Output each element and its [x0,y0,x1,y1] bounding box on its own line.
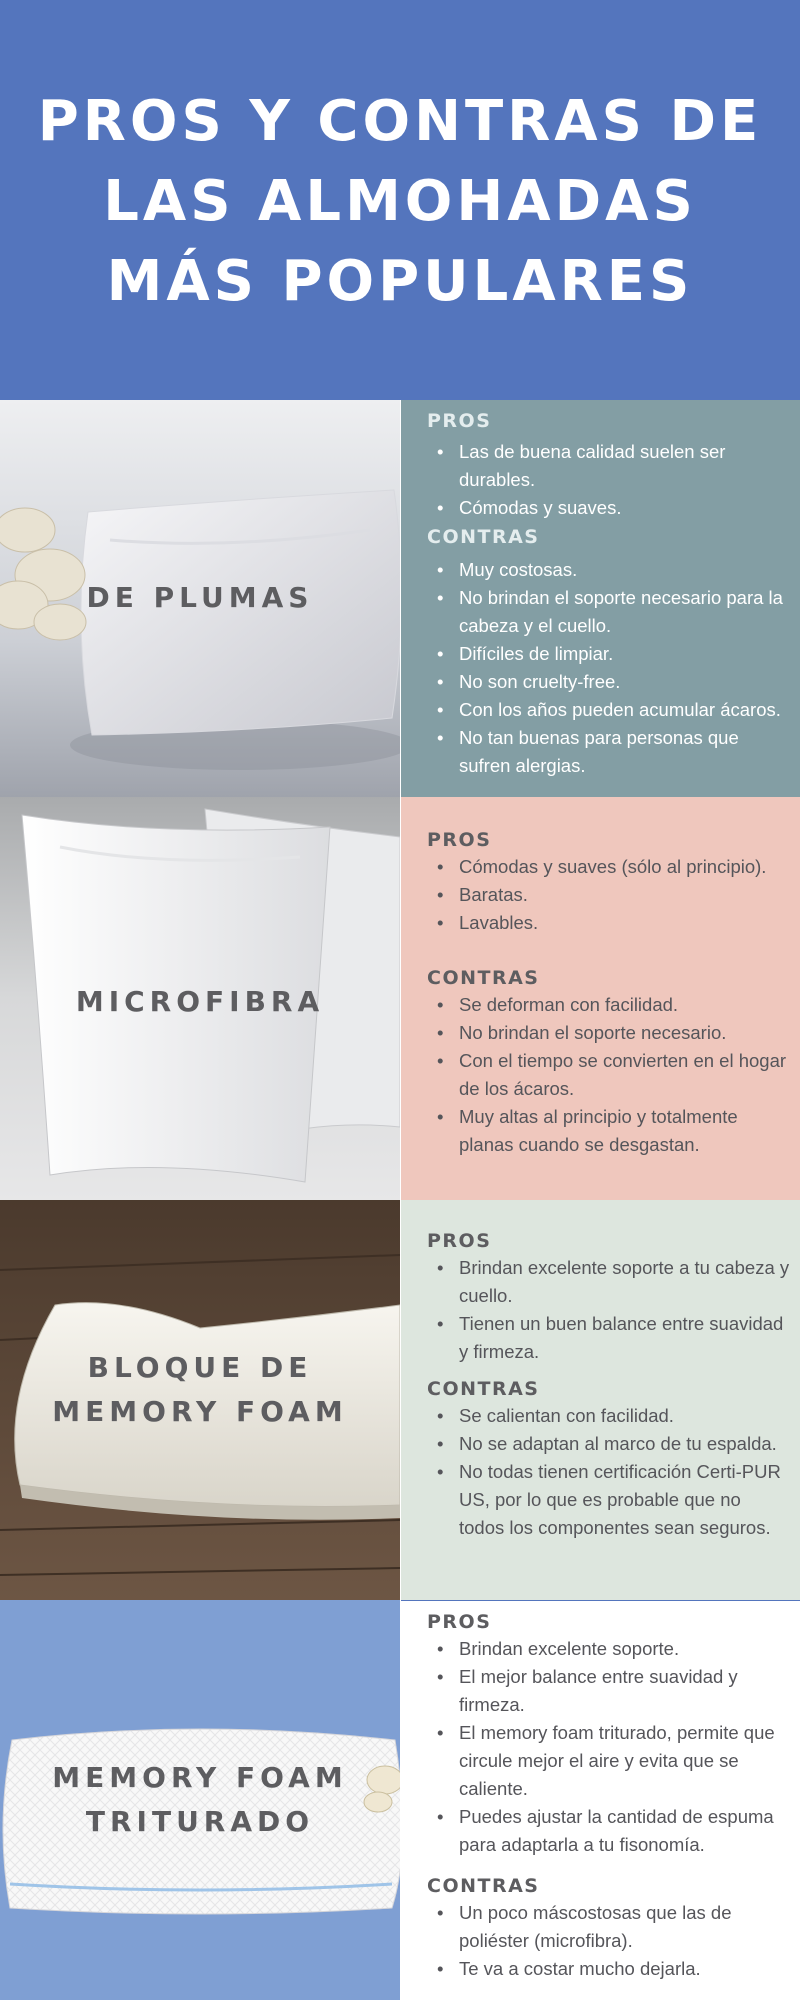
list-item: • No brindan el soporte necesario. [427,1019,790,1047]
list-item: • No tan buenas para personas que sufren alergias. [427,724,790,780]
list-item: • Muy altas al principio y totalmente planas cuando se desgastan. [427,1103,790,1159]
pros-heading: PROS [427,1611,492,1633]
pros-contras-panel [401,797,800,1200]
list-item: • Con el tiempo se convierten en el hogar de los ácaros. [427,1047,790,1103]
list-item: • Muy costosas. [427,556,790,584]
section-memory-foam-triturado [0,1600,800,2000]
list-item: • Se deforman con facilidad. [427,991,790,1019]
pros-contras-panel [401,1200,800,1600]
pros-list [427,853,790,937]
pros-heading: PROS [427,829,492,851]
pros-list [427,1254,790,1366]
pros-list [427,1635,790,1859]
list-item: • No se adaptan al marco de tu espalda. [427,1430,790,1458]
list-item: • Baratas. [427,881,790,909]
title-line: LAS ALMOHADAS [103,169,697,234]
section-label: DE PLUMAS [86,581,314,614]
list-item: • Tienen un buen balance entre suavidad y firmeza. [427,1310,790,1366]
contras-heading: CONTRAS [427,1875,540,1897]
contras-heading: CONTRAS [427,967,540,989]
page-title [38,78,762,322]
section-label: MEMORY FOAM TRITURADO [52,1761,348,1838]
list-item: • Brindan excelente soporte. [427,1635,790,1663]
section-plumas [0,400,800,797]
contras-heading: CONTRAS [427,1378,540,1400]
list-item: • Las de buena calidad suelen ser durables. [427,438,790,494]
contras-list [427,1899,790,1983]
list-item: • Se calientan con facilidad. [427,1402,790,1430]
contras-heading: CONTRAS [427,526,540,548]
list-item: • No todas tienen certificación Certi-PUR US, por lo que es probable que no todos los componentes sean seguros. [427,1458,790,1542]
contras-list [427,1402,790,1542]
pros-heading: PROS [427,1230,492,1252]
section-bloque-memory-foam [0,1200,800,1600]
contras-list [427,556,790,780]
list-item: • Cómodas y suaves (sólo al principio). [427,853,790,881]
list-item: • El mejor balance entre suavidad y firmeza. [427,1663,790,1719]
list-item: • Con los años pueden acumular ácaros. [427,696,790,724]
title-line: MÁS POPULARES [106,249,694,314]
list-item: • No son cruelty-free. [427,668,790,696]
section-microfibra [0,797,800,1200]
pros-heading: PROS [427,410,492,432]
pros-contras-panel [401,1600,800,2000]
list-item: • Difíciles de limpiar. [427,640,790,668]
list-item: • Cómodas y suaves. [427,494,790,522]
pros-list [427,438,790,522]
title-line: PROS Y CONTRAS DE [37,89,763,154]
section-label: BLOQUE DE MEMORY FOAM [52,1351,348,1428]
title-banner [0,0,800,400]
contras-list [427,991,790,1159]
list-item: • Un poco máscostosas que las de poliéster (microfibra). [427,1899,790,1955]
list-item: • Lavables. [427,909,790,937]
section-label: MICROFIBRA [75,985,325,1018]
list-item: • El memory foam triturado, permite que circule mejor el aire y evita que se caliente. [427,1719,790,1803]
list-item: • Brindan excelente soporte a tu cabeza y cuello. [427,1254,790,1310]
list-item: • Te va a costar mucho dejarla. [427,1955,790,1983]
pros-contras-panel [401,400,800,797]
list-item: • Puedes ajustar la cantidad de espuma para adaptarla a tu fisonomía. [427,1803,790,1859]
list-item: • No brindan el soporte necesario para la cabeza y el cuello. [427,584,790,640]
